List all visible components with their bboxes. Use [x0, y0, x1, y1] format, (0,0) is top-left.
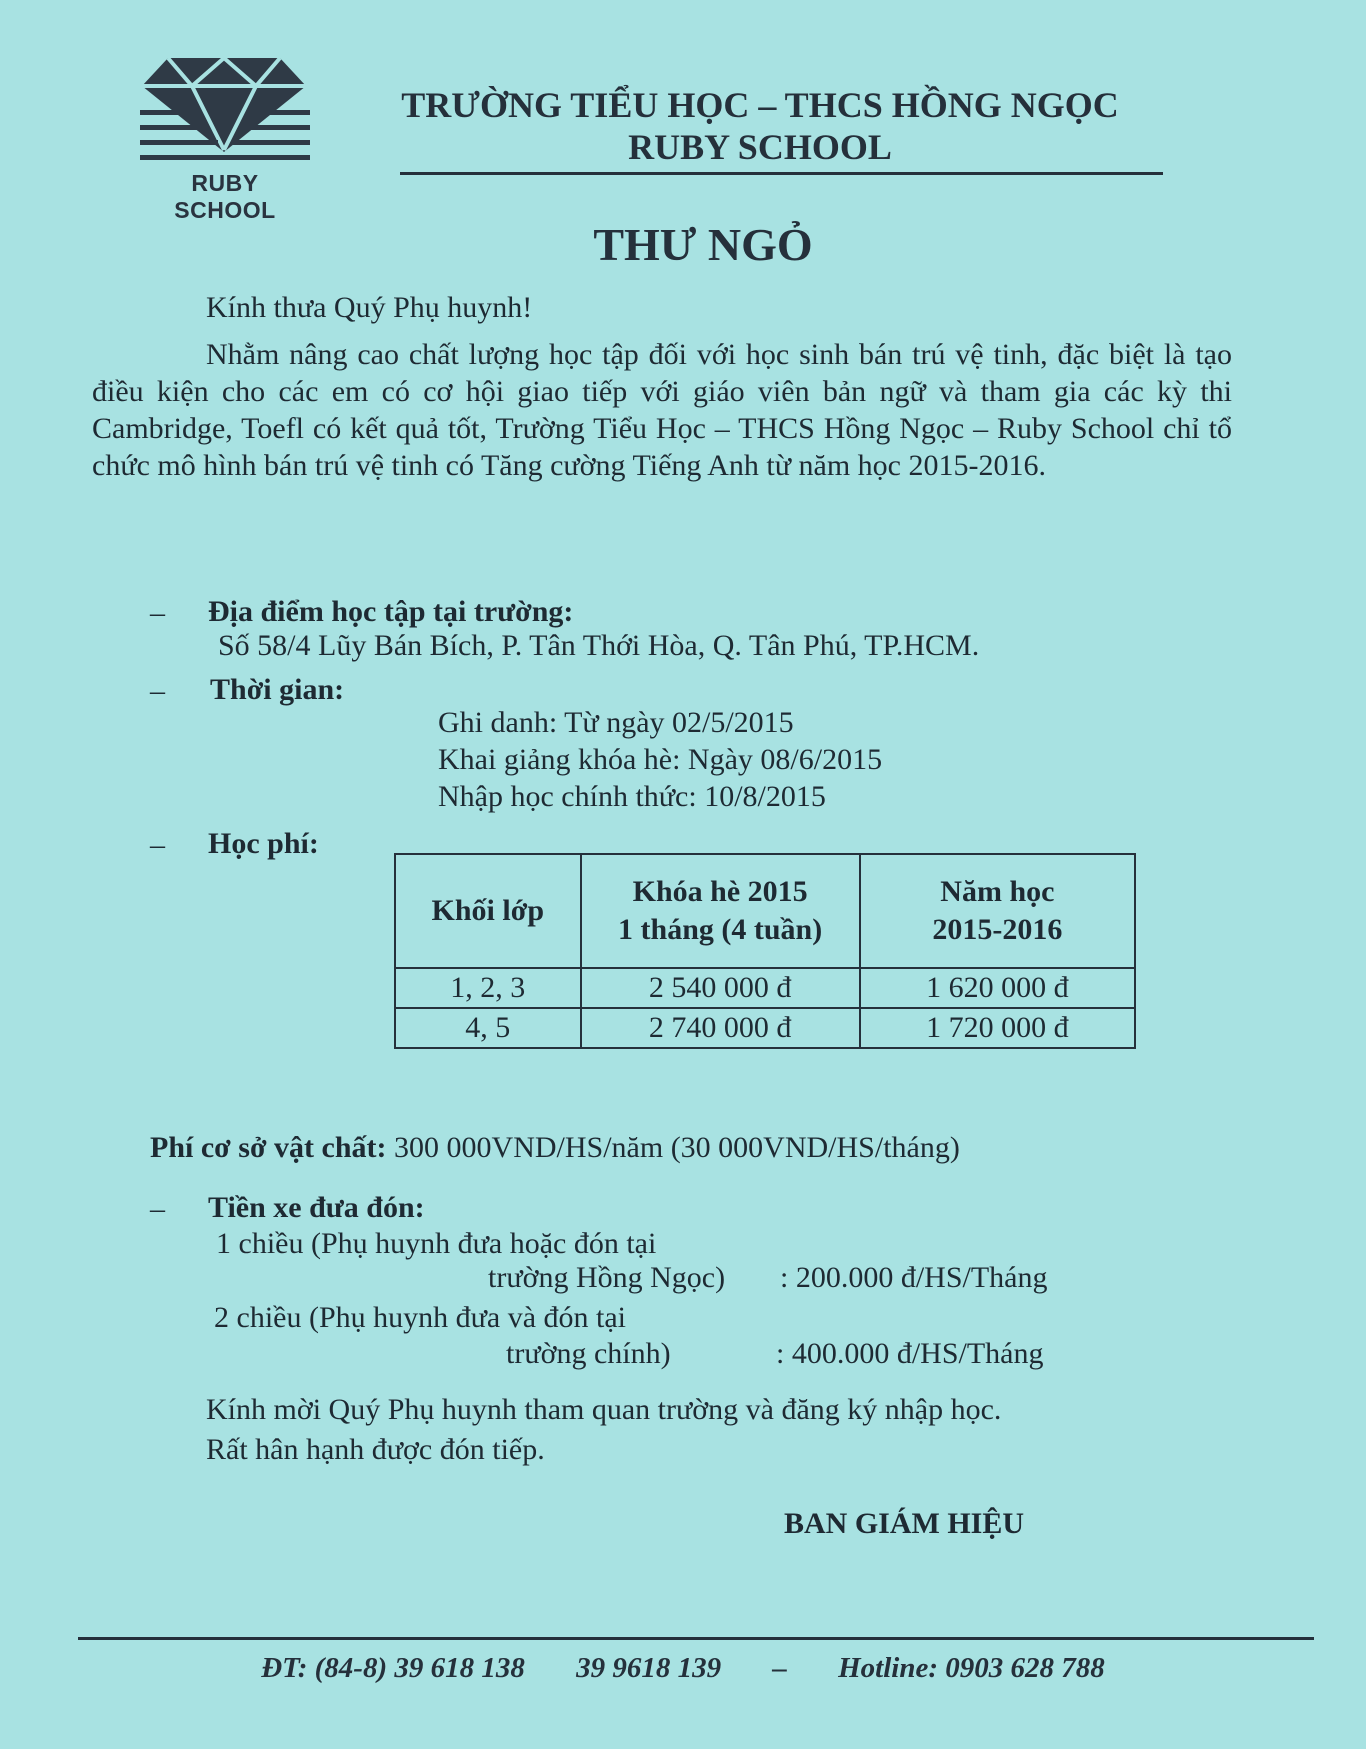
one-way-price: : 200.000 đ/HS/Tháng [780, 1261, 1048, 1294]
signature: BAN GIÁM HIỆU [784, 1507, 1025, 1540]
school-logo [140, 50, 310, 223]
table-header-row [395, 854, 1135, 968]
closing-line1: Kính mời Quý Phụ huynh tham quan trường và đăng ký nhập học. [206, 1393, 1002, 1426]
one-way-line2: trường Hồng Ngọc) [488, 1261, 726, 1294]
column-header-grade [395, 854, 581, 968]
cell-grade: 4, 5 [395, 1008, 581, 1048]
one-way-line1: 1 chiều (Phụ huynh đưa hoặc đón tại [216, 1227, 657, 1260]
intro-paragraph: Nhằm nâng cao chất lượng học tập đối với học sinh bán trú vệ tinh, đặc biệt là tạo điều kiện cho các em có cơ hội giao tiếp với giáo viên bản ngữ và tham gia các kỳ thi Cambridge, Toefl có kết quả tốt, Trường Tiểu Học – THCS Hồng Ngọc – Ruby School chỉ tổ chức mô hình bán trú vệ tinh có Tăng cường Tiếng Anh từ năm học 2015-2016. [92, 338, 1232, 482]
greeting: Kính thưa Quý Phụ huynh! [206, 291, 533, 324]
diamond-logo-icon [140, 50, 310, 170]
cell-summer-fee: 2 540 000 đ [581, 968, 860, 1008]
table-row [395, 968, 1135, 1008]
location-address: Số 58/4 Lũy Bán Bích, P. Tân Thới Hòa, Q. Tân Phú, TP.HCM. [218, 629, 980, 662]
column-header-grade-label: Khối lớp [431, 894, 545, 927]
footer-phone2: 39 9618 139 [576, 1652, 722, 1684]
footer-divider [78, 1637, 1314, 1640]
cell-year-fee: 1 720 000 đ [860, 1008, 1135, 1048]
registration-date: Ghi danh: Từ ngày 02/5/2015 [438, 706, 794, 739]
facility-fee-label: Phí cơ sở vật chất: [150, 1131, 387, 1164]
column-header-summer-line2: 1 tháng (4 tuần) [618, 913, 823, 946]
two-way-price: : 400.000 đ/HS/Tháng [776, 1337, 1044, 1370]
official-start-date: Nhập học chính thức: 10/8/2015 [438, 780, 826, 813]
cell-summer-fee: 2 740 000 đ [581, 1008, 860, 1048]
facility-fee [150, 1130, 960, 1166]
cell-grade: 1, 2, 3 [395, 968, 581, 1008]
location-heading: Địa điểm học tập tại trường: [208, 595, 574, 628]
column-header-summer-line1: Khóa hè 2015 [632, 875, 808, 908]
tuition-table [394, 853, 1136, 1049]
schedule-heading: Thời gian: [210, 673, 345, 706]
bullet-dash: – [150, 828, 165, 861]
tuition-heading: Học phí: [208, 827, 319, 860]
column-header-summer [581, 854, 860, 968]
letter-title: THƯ NGỎ [593, 219, 813, 270]
facility-fee-value: 300 000VND/HS/năm (30 000VND/HS/tháng) [394, 1131, 960, 1164]
column-header-year-line2: 2015-2016 [932, 913, 1063, 946]
bullet-dash: – [150, 1192, 165, 1225]
cell-year-fee: 1 620 000 đ [860, 968, 1135, 1008]
footer-contacts [0, 1652, 1366, 1685]
table-row [395, 1008, 1135, 1048]
closing-line2: Rất hân hạnh được đón tiếp. [206, 1433, 545, 1466]
bullet-dash: – [150, 674, 165, 707]
school-name-line1: TRƯỜNG TIỂU HỌC – THCS HỒNG NGỌC [401, 85, 1119, 125]
footer-phone1: ĐT: (84-8) 39 618 138 [261, 1652, 525, 1684]
footer-hotline: Hotline: 0903 628 788 [838, 1652, 1105, 1684]
school-name-line2: RUBY SCHOOL [628, 127, 892, 167]
header-divider [400, 172, 1163, 175]
school-name [370, 84, 1150, 168]
two-way-line1: 2 chiều (Phụ huynh đưa và đón tại [214, 1301, 627, 1334]
two-way-line2: trường chính) [506, 1337, 671, 1370]
footer-separator: – [772, 1652, 787, 1684]
transport-heading: Tiền xe đưa đón: [208, 1191, 425, 1224]
logo-text: RUBY SCHOOL [174, 170, 276, 223]
bullet-dash: – [150, 596, 165, 629]
summer-opening-date: Khai giảng khóa hè: Ngày 08/6/2015 [438, 743, 883, 776]
column-header-year [860, 854, 1135, 968]
column-header-year-line1: Năm học [940, 875, 1055, 908]
